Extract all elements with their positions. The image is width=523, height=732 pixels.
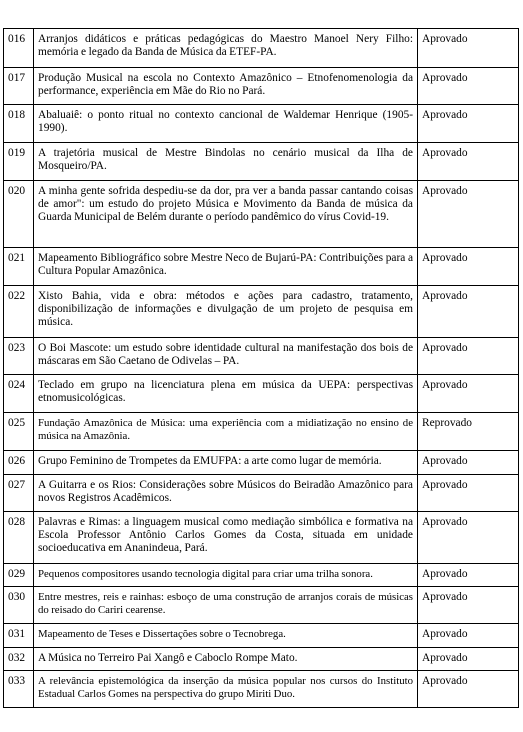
row-number: 018	[4, 105, 34, 143]
status-cell: Aprovado	[418, 338, 519, 375]
work-title: O Boi Mascote: um estudo sobre identidade cultural na manifestação dos bois de máscaras em São Caetano de Odivelas – PA.	[34, 338, 418, 375]
row-number: 019	[4, 143, 34, 181]
table-row	[4, 671, 519, 708]
submissions-table	[3, 28, 519, 708]
work-title: Palavras e Rimas: a linguagem musical como mediação simbólica e formativa na Escola Professor Antônio Carlos Gomes da Costa, situada em unidade socioeducativa em Ananindeua, Pará.	[34, 512, 418, 564]
status-cell: Aprovado	[418, 29, 519, 68]
work-title: Teclado em grupo na licenciatura plena em música da UEPA: perspectivas etnomusicológicas.	[34, 375, 418, 413]
table-row	[4, 413, 519, 451]
table-row	[4, 338, 519, 375]
work-title: Mapeamento de Teses e Dissertações sobre o Tecnobrega.	[34, 624, 418, 648]
table-row	[4, 286, 519, 338]
status-cell: Aprovado	[418, 105, 519, 143]
row-number: 020	[4, 181, 34, 248]
row-number: 032	[4, 648, 34, 671]
work-title: Grupo Feminino de Trompetes da EMUFPA: a arte como lugar de memória.	[34, 451, 418, 475]
row-number: 033	[4, 671, 34, 708]
status-cell: Aprovado	[418, 286, 519, 338]
work-title: Xisto Bahia, vida e obra: métodos e ações para cadastro, tratamento, disponibilização de informações e divulgação de um projeto de pesquisa em música.	[34, 286, 418, 338]
row-number: 021	[4, 248, 34, 286]
status-cell: Aprovado	[418, 143, 519, 181]
table-row	[4, 475, 519, 512]
row-number: 024	[4, 375, 34, 413]
status-cell: Aprovado	[418, 512, 519, 564]
table-row	[4, 29, 519, 68]
row-number: 023	[4, 338, 34, 375]
row-number: 017	[4, 68, 34, 105]
work-title: Entre mestres, reis e rainhas: esboço de uma construção de arranjos corais de músicas do reisado do Cariri cearense.	[34, 587, 418, 624]
status-cell: Aprovado	[418, 475, 519, 512]
status-cell: Aprovado	[418, 624, 519, 648]
table-row	[4, 143, 519, 181]
status-cell: Reprovado	[418, 413, 519, 451]
table-row	[4, 648, 519, 671]
status-cell: Aprovado	[418, 671, 519, 708]
work-title: A Música no Terreiro Pai Xangô e Caboclo Rompe Mato.	[34, 648, 418, 671]
table-row	[4, 181, 519, 248]
work-title: Arranjos didáticos e práticas pedagógicas do Maestro Manoel Nery Filho: memória e legado da Banda de Música da ETEF-PA.	[34, 29, 418, 68]
work-title: Mapeamento Bibliográfico sobre Mestre Neco de Bujarú-PA: Contribuições para a Cultura Popular Amazônica.	[34, 248, 418, 286]
row-number: 030	[4, 587, 34, 624]
work-title: A relevância epistemológica da inserção da música popular nos cursos do Instituto Estadual Carlos Gomes na perspectiva do grupo Miriti Duo.	[34, 671, 418, 708]
status-cell: Aprovado	[418, 375, 519, 413]
row-number: 025	[4, 413, 34, 451]
work-title: Fundação Amazônica de Música: uma experiência com a midiatização no ensino de música na Amazônia.	[34, 413, 418, 451]
status-cell: Aprovado	[418, 451, 519, 475]
table-row	[4, 105, 519, 143]
status-cell: Aprovado	[418, 181, 519, 248]
table-row	[4, 375, 519, 413]
status-cell: Aprovado	[418, 587, 519, 624]
table-row	[4, 451, 519, 475]
row-number: 016	[4, 29, 34, 68]
table-row	[4, 68, 519, 105]
row-number: 029	[4, 564, 34, 587]
work-title: Produção Musical na escola no Contexto Amazônico – Etnofenomenologia da performance, experiência em Mãe do Rio no Pará.	[34, 68, 418, 105]
status-cell: Aprovado	[418, 68, 519, 105]
work-title: A minha gente sofrida despediu-se da dor, pra ver a banda passar cantando coisas de amor": um estudo do projeto Música e Movimento da Banda de música da Guarda Municipal de Belém durante o período pandêmico do vírus Covid-19.	[34, 181, 418, 248]
work-title: A trajetória musical de Mestre Bindolas no cenário musical da Ilha de Mosqueiro/PA.	[34, 143, 418, 181]
row-number: 031	[4, 624, 34, 648]
row-number: 022	[4, 286, 34, 338]
work-title: Abaluaiê: o ponto ritual no contexto cancional de Waldemar Henrique (1905-1990).	[34, 105, 418, 143]
table-row	[4, 624, 519, 648]
table-row	[4, 587, 519, 624]
table-row	[4, 512, 519, 564]
work-title: Pequenos compositores usando tecnologia digital para criar uma trilha sonora.	[34, 564, 418, 587]
status-cell: Aprovado	[418, 648, 519, 671]
row-number: 026	[4, 451, 34, 475]
row-number: 027	[4, 475, 34, 512]
row-number: 028	[4, 512, 34, 564]
table-row	[4, 248, 519, 286]
status-cell: Aprovado	[418, 564, 519, 587]
table-row	[4, 564, 519, 587]
status-cell: Aprovado	[418, 248, 519, 286]
work-title: A Guitarra e os Rios: Considerações sobre Músicos do Beiradão Amazônico para novos Registros Acadêmicos.	[34, 475, 418, 512]
